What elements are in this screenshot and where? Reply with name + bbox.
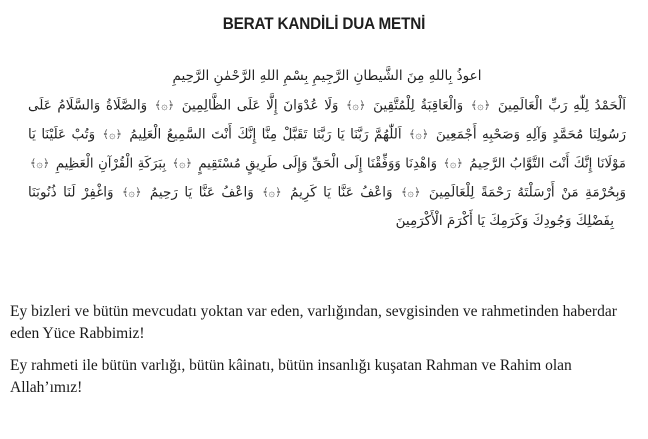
ornament-icon: ﴿۞﴾ [401, 186, 421, 199]
ornament-icon: ﴿۞﴾ [443, 157, 463, 170]
arabic-segment: وَتُبْ عَلَيْنَا يَا [28, 126, 96, 143]
arabic-line-3 [28, 120, 626, 149]
arabic-line-4 [28, 149, 626, 178]
arabic-line-2 [28, 91, 626, 120]
arabic-segment: اَلْحَمْدُ لِلّٰهِ رَبِّ الْعَالَمِينَ [497, 97, 626, 114]
arabic-segment: مَوْلَانَا إِنَّكَ أَنْتَ التَّوَّابُ الرَّحِيمُ [469, 156, 626, 172]
arabic-segment: رَسُولِنَا مُحَمَّدٍ وَآلِهِ وَصَحْبِهِ أَجْمَعِينَ [435, 126, 626, 143]
ornament-icon: ﴿۞﴾ [470, 99, 491, 112]
arabic-line-6 [28, 207, 626, 236]
arabic-segment: وَاغْفِرْ لَنَا ذُنُوبَنَا [28, 184, 114, 201]
arabic-prayer-text [28, 62, 626, 236]
ornament-icon: ﴿۞﴾ [154, 99, 175, 112]
arabic-segment: وَاعْفُ عَنَّا يَا كَرِيمُ [290, 184, 393, 201]
arabic-segment: وَلَا عُدْوَانَ إِلَّا عَلَى الظَّالِمِينَ [181, 97, 339, 114]
ornament-icon: ﴿۞﴾ [409, 128, 429, 141]
arabic-segment: بِبَرَكَةِ الْقُرْآنِ الْعَظِيمِ [55, 156, 167, 172]
arabic-segment: اعوذُ بِاللهِ مِنَ الشَّيطانِ الرَّجِيمِ بِسْمِ اللهِ الرَّحْمٰنِ الرَّحِيمِ [172, 68, 482, 84]
ornament-icon: ﴿۞﴾ [346, 99, 366, 112]
arabic-segment: وَالْعَاقِبَةُ لِلْمُتَّقِينَ [373, 97, 464, 114]
arabic-line-1 [28, 62, 626, 91]
arabic-segment: وَاعْفُ عَنَّا يَا رَحِيمُ [149, 184, 254, 201]
page-title: BERAT KANDİLİ DUA METNİ [222, 14, 426, 33]
turkish-paragraph-1: Ey bizleri ve bütün mevcudatı yoktan var eden, varlığından, sevgisinden ve rahmetinden haberdar eden Yüce Rabbimiz! [10, 303, 617, 342]
arabic-segment: وَاهْدِنَا وَوَفِّقْنَا إِلَى الْحَقِّ وَإِلَى طَرِيقٍ مُسْتَقِيمٍ [198, 156, 437, 172]
arabic-segment: وَالصَّلَاةُ وَالسَّلَامُ عَلَى [28, 97, 148, 114]
turkish-paragraph-2: Ey rahmeti ile bütün varlığı, bütün kâinatı, bütün insanlığı kuşatan Rahman ve Rahim olan Allah’ımız! [10, 357, 572, 396]
arabic-segment: اَللّٰهُمَّ رَبَّنَا يَا رَبَّنَا تَقَبَّلْ مِنَّا إِنَّكَ أَنْتَ السَّمِيعُ الْعَلِيمُ [129, 126, 402, 143]
arabic-segment: وَبِحُرْمَةِ مَنْ أَرْسَلْتَهُ رَحْمَةً لِلْعَالَمِينَ [428, 184, 626, 201]
ornament-icon: ﴿۞﴾ [30, 157, 50, 170]
ornament-icon: ﴿۞﴾ [102, 128, 122, 141]
arabic-segment: بِفَضْلِكَ وَجُودِكَ وَكَرَمِكَ يَا أَكْرَمَ الْأَكْرَمِينَ [395, 213, 614, 229]
ornament-icon: ﴿۞﴾ [172, 157, 192, 170]
arabic-line-5 [28, 178, 626, 207]
ornament-icon: ﴿۞﴾ [122, 186, 142, 199]
ornament-icon: ﴿۞﴾ [262, 186, 282, 199]
